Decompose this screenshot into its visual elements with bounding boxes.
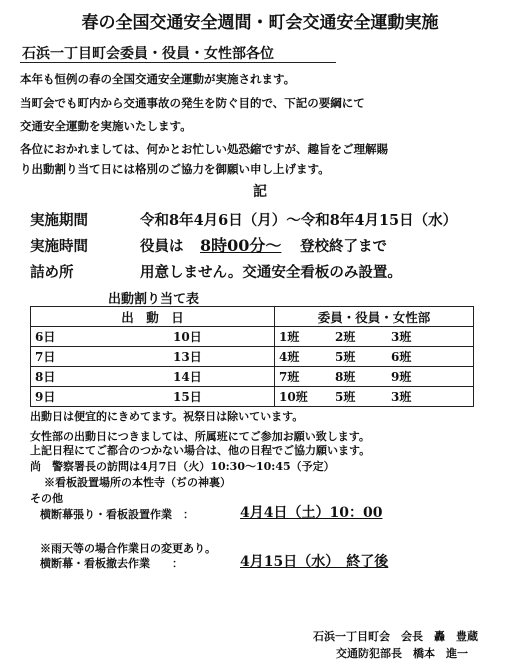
- note-6: その他: [30, 492, 63, 505]
- period-label: 実施期間: [30, 212, 88, 229]
- table-title: 出動割り当て表: [108, 292, 200, 307]
- table-row: [31, 347, 474, 367]
- addressee: 石浜一丁目町会委員・役員・女性部各位: [22, 46, 274, 62]
- intro-line-2: 当町会でも町内から交通事故の発生を防ぐ目的で、下記の要綱にて: [20, 96, 365, 110]
- table-row: [31, 367, 474, 387]
- row-day: 7日: [35, 350, 56, 364]
- note-2: 女性部の出動日につきましては、所属班にてご参加お願い致します。: [30, 430, 370, 443]
- time-suffix: 登校終了まで: [300, 238, 387, 255]
- row-day2: 13日: [173, 350, 202, 364]
- group-b: 5班: [335, 390, 356, 404]
- table-header-row: [31, 307, 474, 327]
- note-5: ※看板設置場所の本性寺（ぢの神裏）: [44, 476, 231, 489]
- duty-table: [30, 306, 474, 407]
- table-row: [31, 387, 474, 407]
- note-8: ※雨天等の場合作業日の変更あり。: [40, 542, 216, 555]
- intro-line-1: 本年も恒例の春の全国交通安全運動が実施されます。: [20, 72, 296, 86]
- group-c: 3班: [391, 330, 412, 344]
- row-day: 8日: [35, 370, 56, 384]
- note-3: 上記日程にてご都合のつかない場合は、他の日程でご協力願います。: [30, 444, 371, 457]
- note-4: 尚 警察署長の訪問は4月7日（火）10:30～10:45（予定）: [30, 460, 335, 473]
- note-7-label: 横断幕張り・看板設置作業 ：: [40, 508, 194, 521]
- row-day2: 10日: [173, 330, 202, 344]
- group-c: 3班: [391, 390, 412, 404]
- header-members: 委員・役員・女性部: [275, 307, 474, 327]
- row-day: 9日: [35, 390, 56, 404]
- note-9-label: 横断幕・看板撤去作業 ：: [40, 557, 183, 570]
- intro-line-5: り出動割り当て日には格別のご協力を御願い申し上げます。: [20, 162, 330, 176]
- place-label: 詰め所: [30, 264, 74, 281]
- place-value: 用意しません。交通安全看板のみ設置。: [140, 264, 402, 281]
- intro-line-4: 各位におかれましては、何かとお忙しい処恐縮ですが、趣旨をご理解賜: [20, 142, 388, 156]
- group-c: 6班: [391, 350, 412, 364]
- addressee-underline: [20, 62, 336, 63]
- group-b: 8班: [335, 370, 356, 384]
- page-title: 春の全国交通安全週間・町会交通安全運動実施: [81, 13, 439, 33]
- time-prefix: 役員は: [140, 238, 184, 255]
- row-day: 6日: [35, 330, 56, 344]
- group-a: 1班: [279, 330, 300, 344]
- group-a: 4班: [279, 350, 300, 364]
- note-1: 出動日は便宜的にきめてます。祝祭日は除いています。: [30, 410, 304, 423]
- group-b: 5班: [335, 350, 356, 364]
- time-label: 実施時間: [30, 238, 88, 255]
- row-day2: 15日: [173, 390, 202, 404]
- intro-line-3: 交通安全運動を実施いたします。: [20, 119, 192, 133]
- group-c: 9班: [391, 370, 412, 384]
- ki-heading: 記: [253, 184, 267, 200]
- header-duty-day: 出 動 日: [31, 307, 275, 327]
- table-row: [31, 327, 474, 347]
- group-a: 10班: [279, 390, 308, 404]
- time-value: 8時00分～: [200, 236, 282, 255]
- group-b: 2班: [335, 330, 356, 344]
- row-day2: 14日: [173, 370, 202, 384]
- note-7-value: 4月4日（土）10：00: [240, 505, 383, 521]
- note-9-value: 4月15日（水） 終了後: [240, 554, 389, 570]
- signature-line-1: 石浜一丁目町会 会長 轟 豊蔵: [313, 630, 478, 643]
- signature-line-2: 交通防犯部長 橋本 進一: [336, 647, 468, 660]
- group-a: 7班: [279, 370, 300, 384]
- period-value: 令和8年4月6日（月）～令和8年4月15日（水）: [140, 212, 458, 229]
